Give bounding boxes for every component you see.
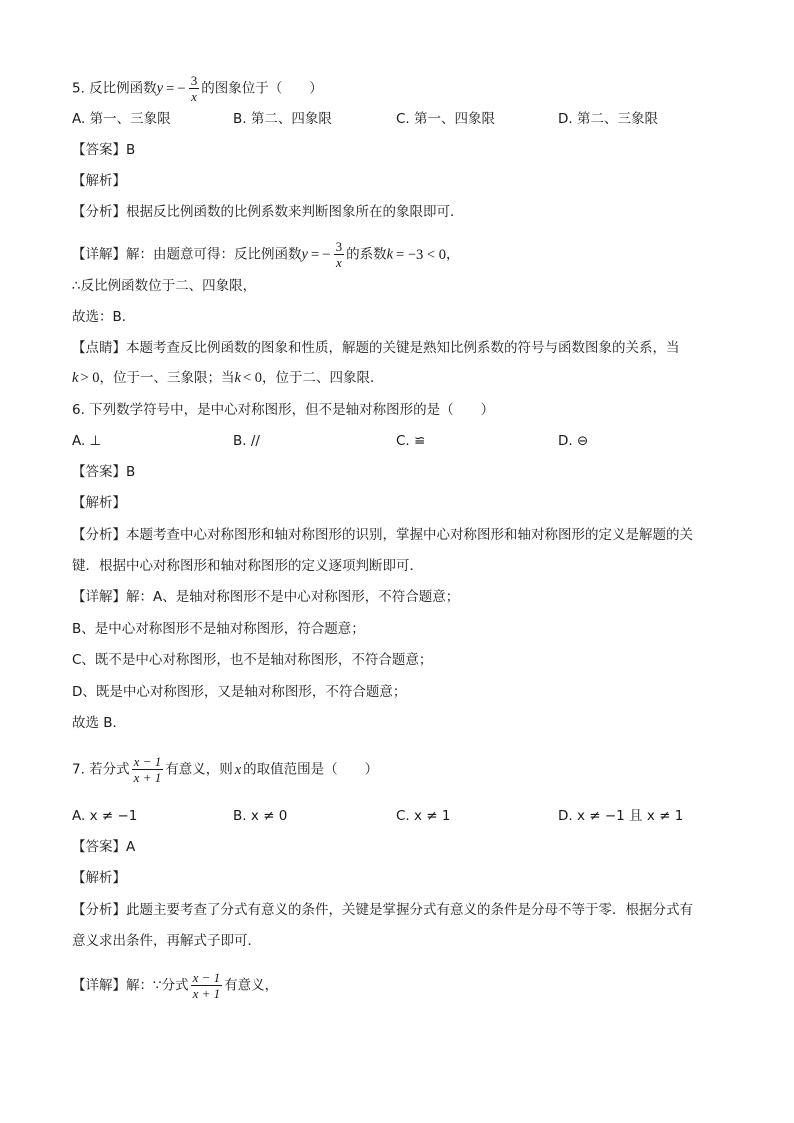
q5-choose: 故选：B． [72, 309, 136, 325]
q6-option-b: B. // [233, 433, 260, 449]
q7-frac-num: x − 1 [133, 754, 162, 769]
q7-stem-suffix: 的取值范围是（ ） [243, 761, 379, 778]
q5-option-d: D. 第二、三象限 [558, 111, 658, 127]
q5-detail-k: k [386, 246, 394, 263]
q7-frac-den: x + 1 [133, 770, 162, 785]
q5-dianjing-k2: k [234, 370, 241, 386]
q5-detail-eq: = [310, 246, 320, 263]
q7-stem-var: x [234, 761, 242, 778]
q5-eq-lhs: y [156, 80, 164, 97]
q5-dianjing-cond2: < 0 [242, 370, 262, 386]
q7-stem-prefix: 7. 若分式 [72, 761, 130, 778]
q7-stem [72, 754, 378, 785]
q7-answer: 【答案】A [72, 839, 136, 855]
q5-detail-val: = −3 < 0 [396, 246, 446, 263]
q5-detail-mid: 的系数 [346, 246, 387, 263]
q5-detail-den: x [335, 255, 342, 270]
q5-option-c: C. 第一、四象限 [396, 111, 496, 127]
q5-detail-prefix: 【详解】解：由题意可得：反比例函数 [72, 246, 302, 263]
q5-stem [72, 73, 323, 104]
q5-analysis-label: 【解析】 [72, 173, 126, 189]
q7-option-c: C. x ≠ 1 [396, 808, 451, 824]
q5-detail-lhs: y [301, 246, 308, 263]
q6-answer: 【答案】B [72, 464, 136, 480]
q5-dianjing-end: ，位于二、四象限． [262, 370, 384, 386]
q7-stem-mid: 有意义，则 [165, 761, 233, 778]
q5-detail-fraction [334, 239, 345, 270]
q7-option-b: B. x ≠ 0 [233, 808, 288, 824]
q5-option-b: B. 第二、四象限 [233, 111, 332, 127]
q7-option-a: A. x ≠ −1 [72, 808, 138, 824]
q5-dianjing-1: 【点睛】本题考查反比例函数的图象和性质，解题的关键是熟知比例系数的符号与函数图象的关系，当 [72, 340, 680, 356]
q7-detail-prefix: 【详解】解：∵分式 [72, 977, 189, 994]
q7-detail-suffix: 有意义， [224, 977, 279, 994]
q6-option-c: C. ≌ [396, 433, 426, 449]
q5-frac-num: 3 [190, 73, 198, 88]
q5-dianjing-k1: k [72, 370, 79, 386]
q5-detail [72, 239, 459, 270]
q6-option-a: A. ⊥ [72, 433, 102, 449]
q5-eq-sign: = [166, 80, 175, 97]
q5-stem-prefix: 5. 反比例函数 [72, 80, 157, 97]
q6-detail-2: B、是中心对称图形不是轴对称图形，符合题意； [72, 621, 365, 637]
q5-detail-end: ， [445, 246, 460, 263]
q5-dianjing-cond1: > 0 [80, 370, 100, 386]
q7-fenxi-2: 意义求出条件，再解式子即可． [72, 933, 261, 949]
q5-therefore: ∴反比例函数位于二、四象限， [72, 278, 257, 294]
q5-answer: 【答案】B [72, 142, 136, 158]
q7-detail-den: x + 1 [192, 986, 221, 1001]
q5-detail-neg: − [322, 246, 331, 263]
q5-dianjing-mid: ，位于一、三象限；当 [99, 370, 235, 386]
q7-detail-fraction [191, 970, 223, 1001]
q7-detail [72, 970, 278, 1001]
q6-stem: 6. 下列数学符号中，是中心对称图形，但不是轴对称图形的是（ ） [72, 402, 495, 418]
q6-choose: 故选 B． [72, 715, 127, 731]
q5-neg: − [177, 80, 186, 97]
q5-frac-den: x [191, 89, 197, 104]
q5-fenxi: 【分析】根据反比例函数的比例系数来判断图象所在的象限即可． [72, 204, 464, 220]
q7-fraction [132, 754, 164, 785]
q6-fenxi-2: 键．根据中心对称图形和轴对称图形的定义逐项判断即可． [72, 558, 423, 574]
q7-option-d: D. x ≠ −1 且 x ≠ 1 [558, 808, 684, 824]
q6-fenxi-1: 【分析】本题考查中心对称图形和轴对称图形的识别，掌握中心对称图形和轴对称图形的定义是解题的关 [72, 527, 693, 543]
q5-fraction [189, 73, 200, 104]
q6-detail-1: 【详解】解：A、是轴对称图形不是中心对称图形，不符合题意； [72, 589, 460, 605]
q5-stem-suffix: 的图象位于（ ） [201, 80, 323, 97]
q6-detail-3: C、既不是中心对称图形，也不是轴对称图形，不符合题意； [72, 652, 433, 668]
q5-detail-num: 3 [335, 239, 343, 254]
q7-fenxi-1: 【分析】此题主要考查了分式有意义的条件，关键是掌握分式有意义的条件是分母不等于零．根据分式有 [72, 902, 693, 918]
q5-option-a: A. 第一、三象限 [72, 111, 171, 127]
q6-detail-4: D、既是中心对称图形，又是轴对称图形，不符合题意； [72, 684, 407, 700]
q5-dianjing-2 [72, 369, 384, 387]
q7-detail-num: x − 1 [192, 970, 221, 985]
q6-analysis-label: 【解析】 [72, 495, 126, 511]
q6-option-d: D. ⊖ [558, 433, 589, 449]
q7-analysis-label: 【解析】 [72, 870, 126, 886]
